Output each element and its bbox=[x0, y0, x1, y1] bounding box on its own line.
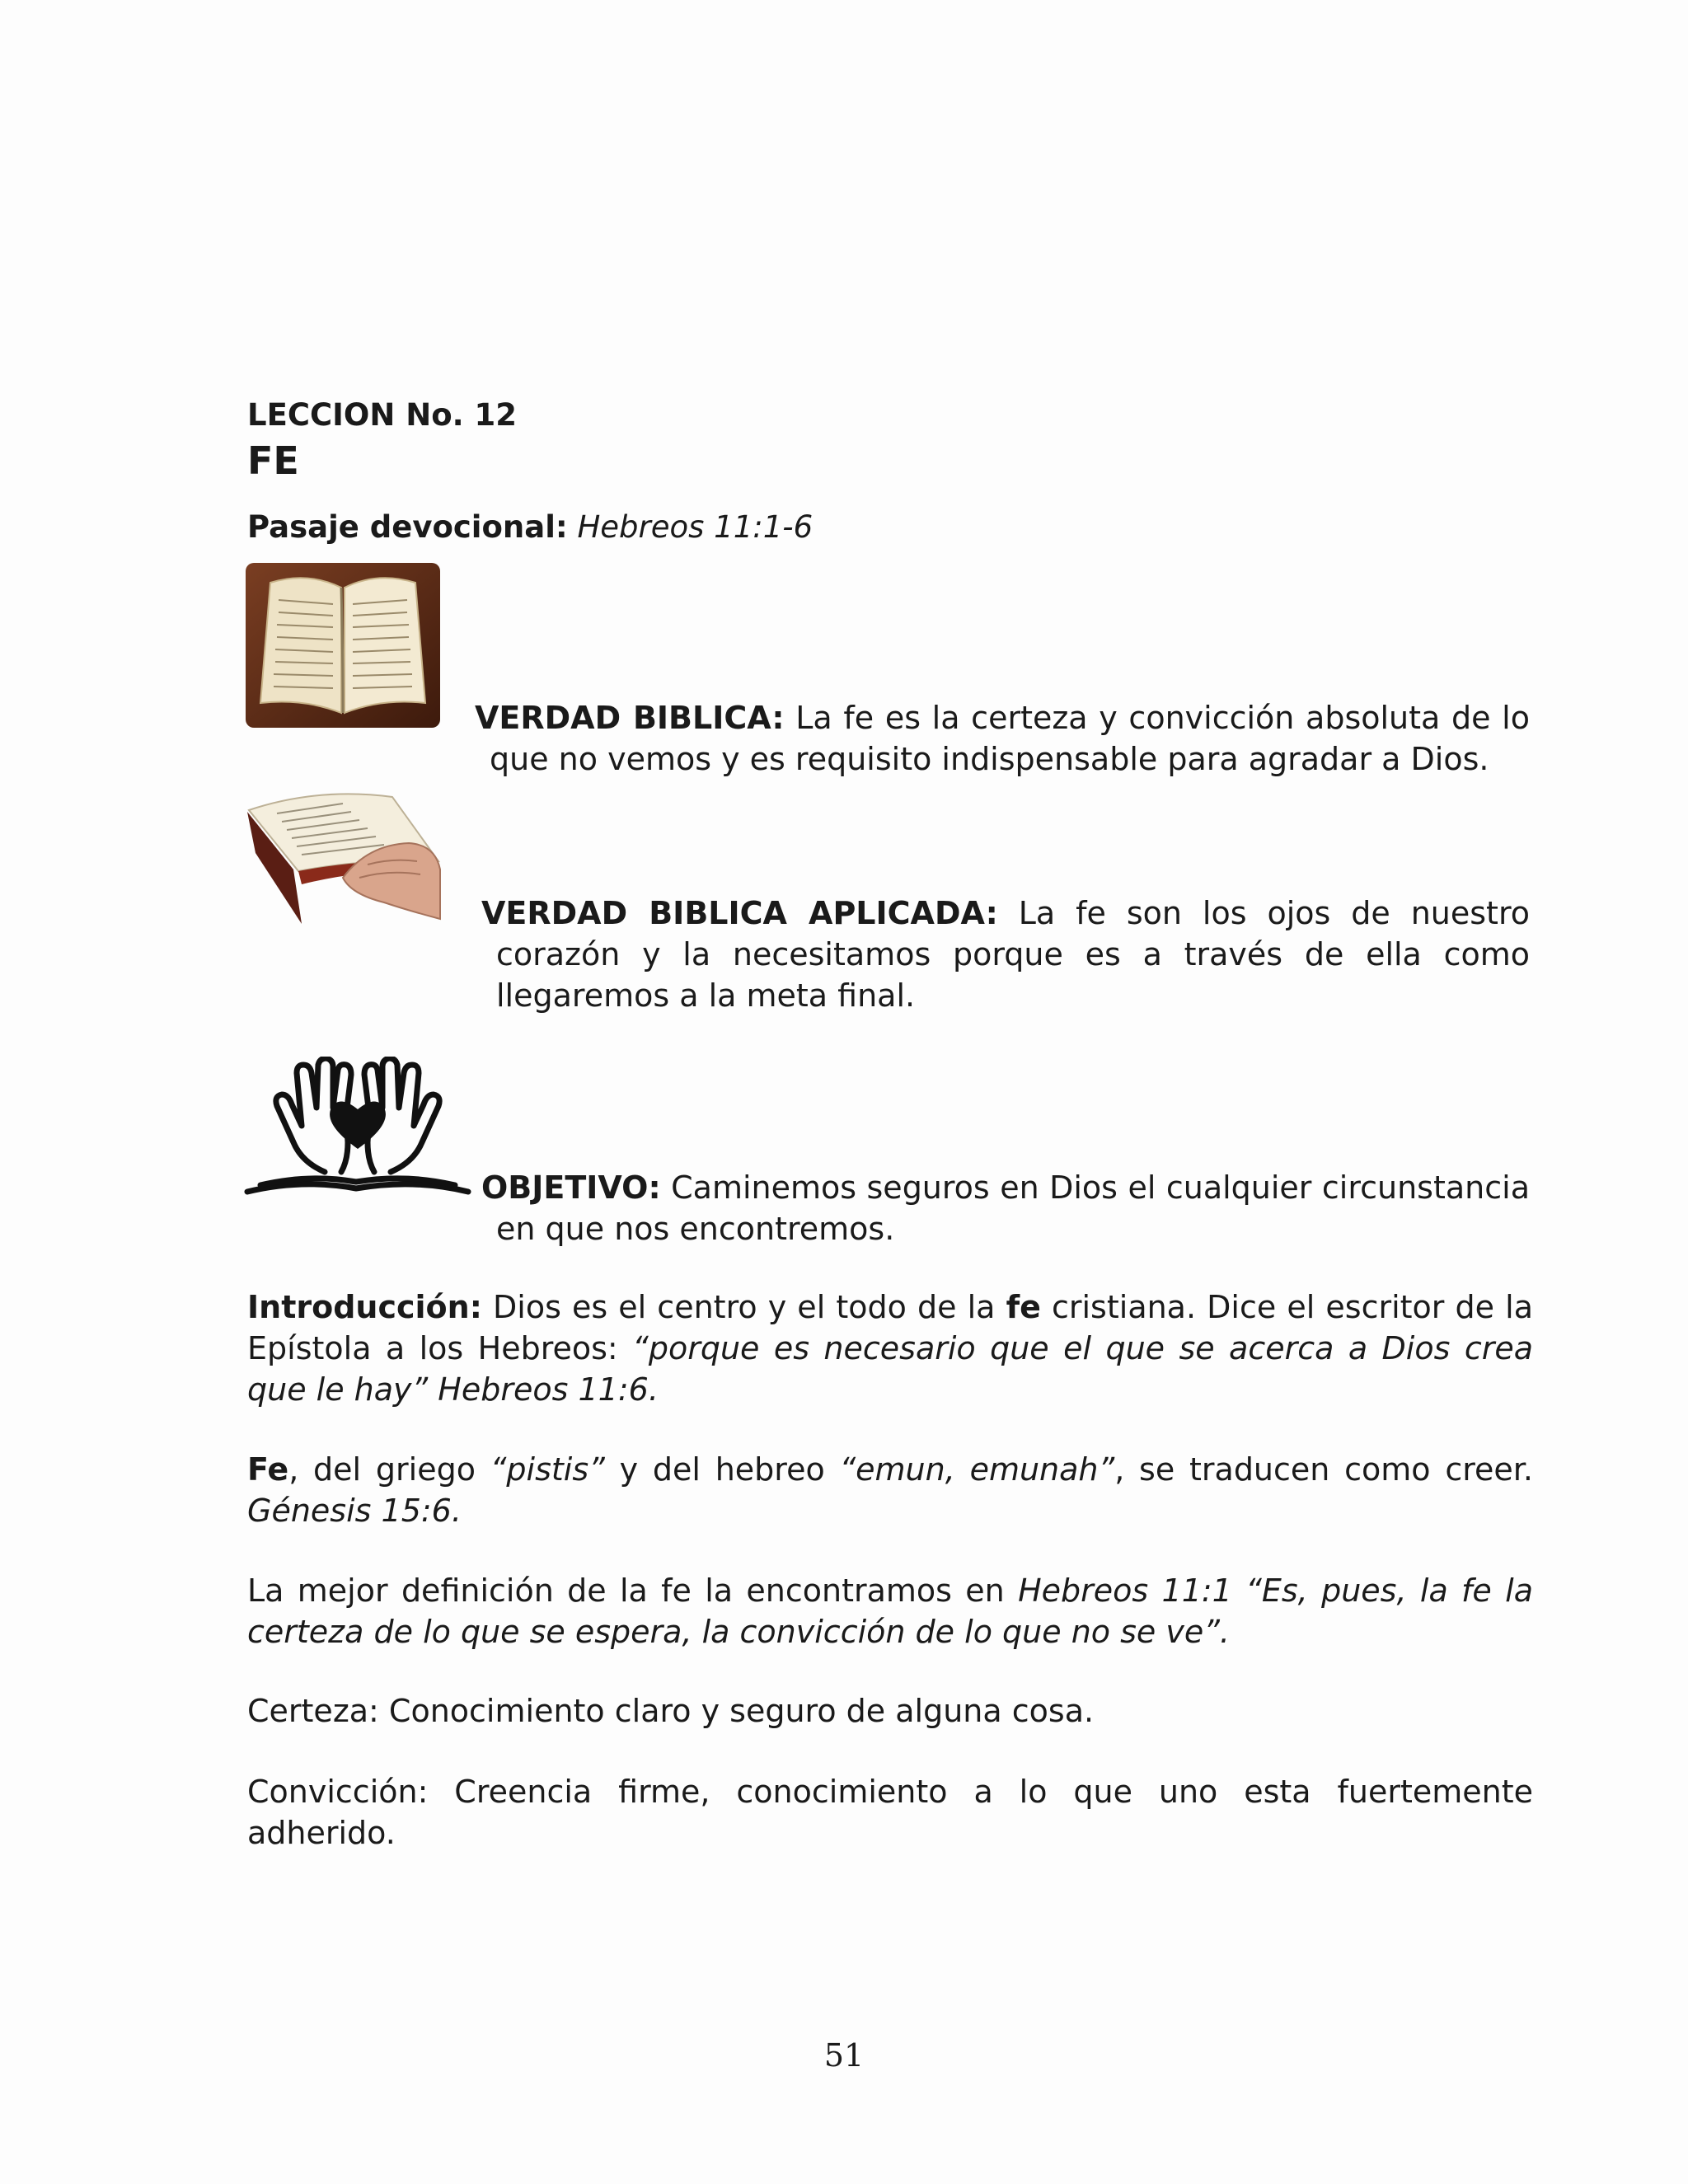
objetivo bbox=[481, 1167, 1530, 1249]
fe-paragraph bbox=[247, 1449, 1533, 1531]
passage-ref: Hebreos 11:1-6 bbox=[577, 509, 814, 545]
intro-label: Introducción: bbox=[247, 1289, 482, 1325]
verdad-biblica-label: VERDAD BIBLICA: bbox=[475, 700, 785, 736]
passage-label: Pasaje devocional: bbox=[247, 509, 568, 545]
verdad-aplicada-text: La fe son los ojos de nuestro corazón y la necesitamos porque es a través de ella como llegaremos a la meta final. bbox=[496, 895, 1530, 1014]
definicion-text: La mejor definición de la fe la encontramos en bbox=[247, 1572, 1019, 1609]
intro-quote: “porque es necesario que el que se acerca a Dios crea que le hay” Hebreos 11:6. bbox=[247, 1330, 1533, 1408]
objetivo-text: Caminemos seguros en Dios el cualquier circunstancia en que nos encontremos. bbox=[496, 1169, 1530, 1247]
intro-fe: fe bbox=[1006, 1289, 1041, 1325]
hands-heart-icon bbox=[244, 1057, 471, 1202]
verdad-biblica bbox=[475, 697, 1530, 780]
definicion-quote: Hebreos 11:1 “Es, pues, la fe la certeza de lo que se espera, la convicción de lo que no se ve”. bbox=[247, 1572, 1533, 1650]
fe-emun: “emun, emunah” bbox=[839, 1451, 1115, 1488]
conviccion-paragraph: Convicción: Creencia firme, conocimiento a lo que uno esta fuertemente adherido. bbox=[247, 1774, 1533, 1851]
introduccion-paragraph bbox=[247, 1286, 1533, 1410]
definicion-paragraph bbox=[247, 1570, 1533, 1652]
intro-text-1: Dios es el centro y el todo de la bbox=[481, 1289, 1006, 1325]
certeza-paragraph: Certeza: Conocimiento claro y seguro de alguna cosa. bbox=[247, 1693, 1095, 1729]
objetivo-label: OBJETIVO: bbox=[481, 1169, 661, 1206]
fe-pistis: “pistis” bbox=[490, 1451, 605, 1488]
devotional-passage bbox=[247, 509, 813, 545]
page-number: 51 bbox=[823, 2037, 865, 2074]
intro-text-2: cristiana. Dice el escritor de la Epístola a los Hebreos: bbox=[247, 1289, 1533, 1366]
verdad-aplicada-label: VERDAD BIBLICA APLICADA: bbox=[481, 895, 998, 931]
fe-text-2: y del hebreo bbox=[604, 1451, 840, 1488]
fe-text-3: , se traducen como creer. bbox=[1114, 1451, 1533, 1488]
lesson-title: FE bbox=[247, 438, 299, 483]
verdad-biblica-aplicada bbox=[481, 893, 1530, 1016]
fe-ref: Génesis 15:6. bbox=[247, 1493, 462, 1529]
verdad-biblica-text: La fe es la certeza y convicción absoluta de lo que no vemos y es requisito indispensable para agradar a Dios. bbox=[490, 700, 1530, 777]
lesson-number: LECCION No. 12 bbox=[247, 397, 518, 433]
fe-text-1: , del griego bbox=[288, 1451, 490, 1488]
hand-on-bible-image bbox=[244, 779, 442, 927]
fe-word: Fe bbox=[247, 1451, 289, 1488]
open-bible-image bbox=[246, 563, 440, 728]
